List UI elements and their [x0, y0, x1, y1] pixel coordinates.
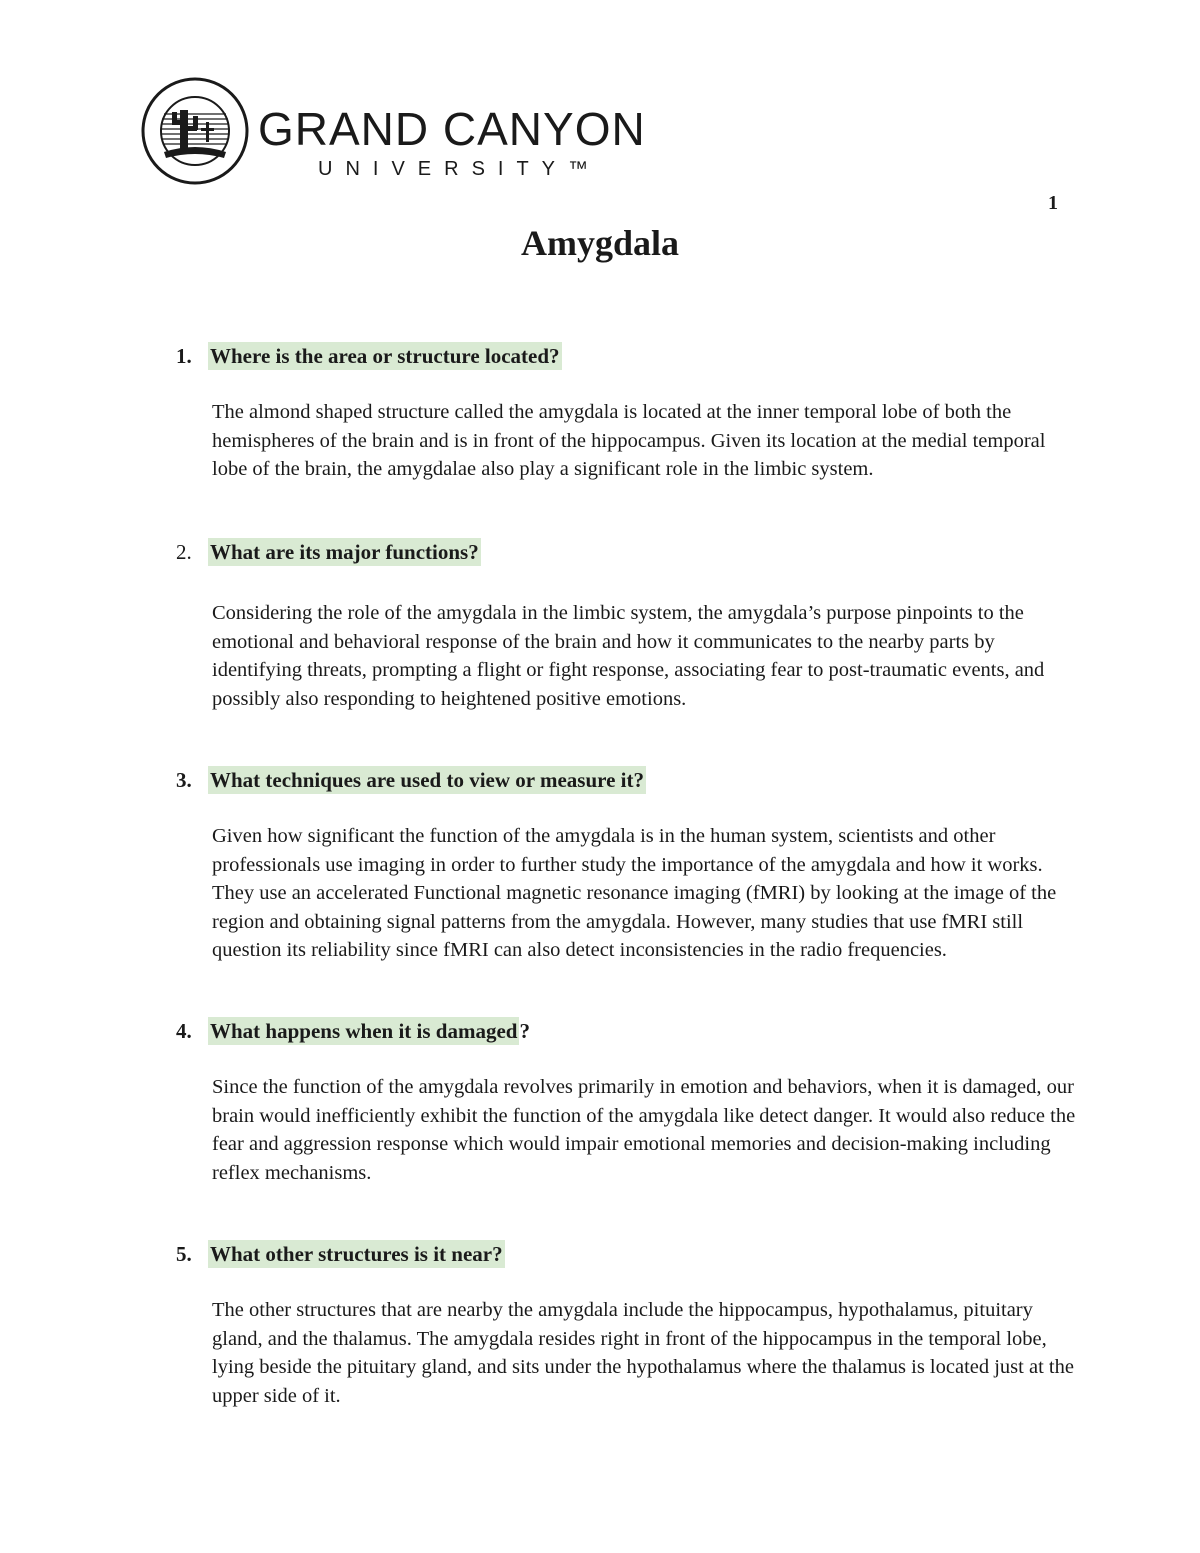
university-seal-icon: [140, 76, 250, 186]
document-title: Amygdala: [520, 223, 679, 263]
question-number: 1.: [176, 344, 192, 368]
question-text: What techniques are used to view or measure it?: [210, 768, 644, 792]
answer-3: Given how significant the function of the amygdala is in the human system, scientists and other professionals use imaging in order to further study the importance of the amygdala and how it works. They use an accelerated Functional magnetic resonance imaging (fMRI) by looking at the image of the region and obtaining signal patterns from the amygdala. However, many studies that use fMRI still question its reliability since fMRI can also detect inconsistencies in the radio frequencies.: [212, 825, 1057, 961]
question-text: What are its major functions?: [210, 540, 479, 564]
answer-4: Since the function of the amygdala revolves primarily in emotion and behaviors, when it is damaged, our brain would inefficiently exhibit the function of the amygdala like detect danger. It would also reduce the fear and aggression response which would impair emotional memories and decision-making including reflex mechanisms.: [212, 1076, 1076, 1184]
question-number: 2.: [176, 540, 192, 564]
question-4: [176, 1019, 530, 1044]
answer-5: The other structures that are nearby the amygdala include the hippocampus, hypothalamus, pituitary gland, and the thalamus. The amygdala resides right in front of the hippocampus in the temporal lobe, lying beside the pituitary gland, and sits under the hypothalamus where the thalamus is located just at the upper side of it.: [212, 1299, 1074, 1407]
logo-name-line2: UNIVERSITY™: [318, 158, 602, 180]
question-tail: ?: [519, 1019, 530, 1043]
question-5: [176, 1242, 505, 1267]
question-3: [176, 768, 646, 793]
page-number: 1: [1048, 192, 1058, 214]
question-2: [176, 540, 481, 565]
answer-2: Considering the role of the amygdala in the limbic system, the amygdala’s purpose pinpoints to the emotional and behavioral response of the brain and how it communicates to the nearby parts by identifying threats, prompting a flight or fight response, associating fear to post-traumatic events, and possibly also responding to heightened positive emotions.: [212, 602, 1045, 710]
question-text: Where is the area or structure located?: [210, 344, 560, 368]
logo-name-line1: GRAND CANYON: [258, 103, 646, 155]
university-logo: [140, 72, 646, 182]
question-text: What happens when it is damaged: [210, 1019, 518, 1043]
question-1: [176, 344, 562, 369]
university-wordmark: [258, 103, 646, 181]
question-number: 5.: [176, 1242, 192, 1266]
question-text: What other structures is it near?: [210, 1242, 503, 1266]
answer-1: The almond shaped structure called the amygdala is located at the inner temporal lobe of both the hemispheres of the brain and is in front of the hippocampus. Given its location at the medial temporal lobe of the brain, the amygdalae also play a significant role in the limbic system.: [212, 401, 1046, 480]
question-number: 4.: [176, 1019, 192, 1043]
question-number: 3.: [176, 768, 192, 792]
